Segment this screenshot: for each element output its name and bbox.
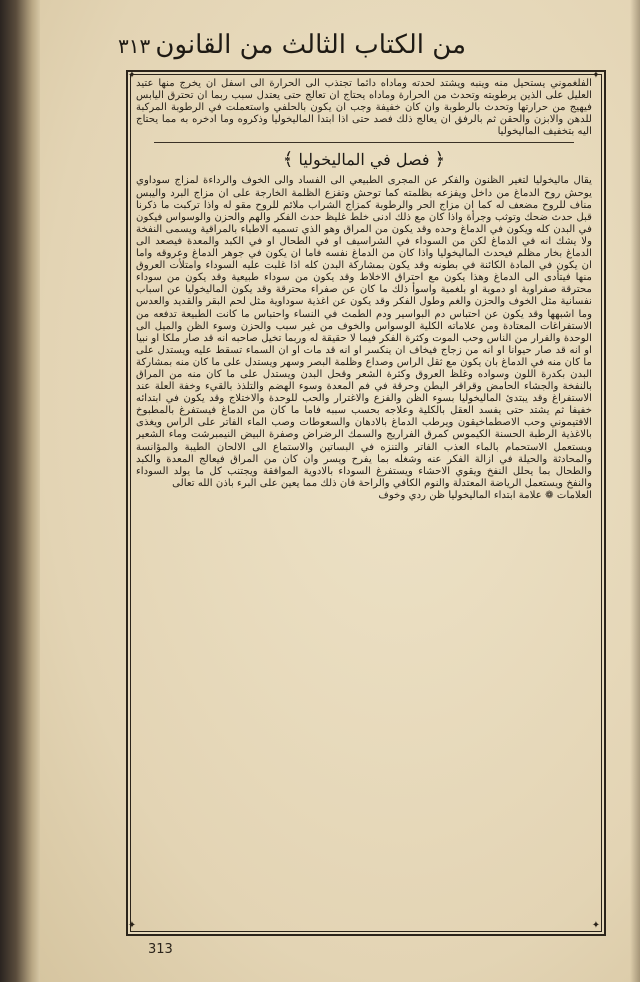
page-content	[136, 78, 592, 926]
asterism-icon: ❁	[541, 489, 554, 501]
frame-corner-ornament: ✦	[127, 920, 137, 931]
section-heading	[136, 147, 592, 173]
frame-corner-ornament: ✦	[591, 70, 601, 81]
page-edge-shadow	[630, 0, 640, 982]
body-paragraph: يقال ماليخوليا لتغير الظنون والفكر عن المجرى الطبيعي الى الفساد والى الخوف والرداءة لمزاج سوداوي يوحش روح الدماغ من داخل ويفزعه بظلمته كما توحش وتفزع الظلمة الخارجة على ان مزاج البرد واليبس مناف للروح مضعف له كما ان مزاج الحر والرطوبة كمزاج الشراب ملائم للروح مقو له واذا تركبت ما ذكرنا قبل حدث ضحك وتوثب وجرأة واذا كان مع ذلك ادنى خلط غليظ حدث الفكر والهم والحزن والوسواس فيكون في البدن كله ويكون في الدماغ وحده وقد يكون من المراق وهو الذي تسميه الاطباء بالمراقية ويسمى النفخة ولا يشك انه في الدماغ لكن من السوداء في الشراسيف او في الطحال او في الكبد والمعدة فيصعد الى الدماغ بخار مظلم فيحدث الماليخوليا واذا كان من الدماغ نفسه فاما ان يكون في جوهر الدماغ وعروقه واما ان يكون في المادة الكائنة في بطونه وقد يكون بمشاركة البدن كله اذا غلبت عليه السوداء وامتلأت العروق منها فيتأدى الى الدماغ وهذا يكون مع احتراق الاخلاط وقد يكون من سوداء طبيعية وقد يكون من سوداء محترقة صفراوية او دموية او بلغمية واسوأ ذلك ما كان عن صفراء محترقة وقد يكون الماليخوليا عن اسباب نفسانية مثل الخوف والحزن والغم وطول الفكر وقد يكون عن اغذية سوداوية مثل لحم البقر والقديد والعدس وما اشبهها وقد يكون عن احتباس دم البواسير ودم الطمث في النساء واحتباس ما كانت الطبيعة تدفعه من الاستفراغات المعتادة ومن علاماته الكلية الوسواس والخوف من غير سبب والحزن وسوء الظن والميل الى الوحدة والفرار من الناس وحب الموت وكثرة الفكر فيما لا حقيقة له وربما تخيل صاحبه انه قد صار ملكا او نبيا او انه قد صار حيوانا او انه من زجاج فيخاف ان ينكسر او انه قد مات او ان السماء تسقط عليه ويستدل على ما كان منه في الدماغ بان يكون مع ثقل الراس وصداع وظلمة البصر وسهر ويستدل على ما كان منه بمشاركة البدن بكدرة اللون وسواده وغلظ العروق وكثرة الشعر وقحل البدن ويستدل على ما كان منه من المراق بالنفخة والجشاء الحامض وقراقر البطن وحرقة في فم المعدة وسوء الهضم والتلذذ بالقيء وخفة العلة عند الاستفراغ وقد يبتدئ الماليخوليا بسوء الظن والفزع والاغترار والحب للوحدة والاختلاج وقد يكون في ابتدائه خفيفا ثم يشتد حتى يفسد العقل بالكلية وعلاجه بحسب سببه فاما ما كان من الدماغ فيستفرغ بالمطبوخ الافتيموني وحب الاصطماخيقون ويرطب الدماغ بالادهان والسعوطات وصب الماء الفاتر على الراس ويغذى بالاغذية الرطبة الحسنة الكيموس كمرق الفراريج والسمك الرضراض وصفرة البيض النيمبرشت وماء الشعير ويستعمل الاستحمام بالماء العذب الفاتر والتنزه في البساتين والاستماع الى الالحان الطيبة والمؤانسة والمحادثة والحيلة في ازالة الفكر عنه وشغله بما يفرح ويسر وان كان من المراق فيعالج المعدة والكبد والطحال بما يحلل النفخ ويقوي الاحشاء ويستفرغ السوداء بالادوية الموافقة ويجتنب كل ما يولد السوداء والنفخ ويستعمل الرياضة المعتدلة والنوم الكافي والراحة فان ذلك مما يعين على البرء باذن الله تعالى	[136, 175, 592, 489]
book-spine	[0, 0, 40, 982]
final-line-text: علامة ابتداء الماليخوليا ظن ردي وخوف	[378, 489, 542, 501]
intro-paragraph: الفلغموني يستحيل منه وينبه ويشتد لحدته وماداه دائما تجتذب الى الحرارة الى اسفل ان يخرج منها عتيد العليل على الذين يرطوبته وتحدث من الحرارة وماداه يحتاج ان تعالج حتى يعتدل سبب ربما ان تحترق اليابس فيهيج من حرارتها وتحدث بالرطوبة وان كان خفيفة وجب ان يكون بالحلفي واستعملت في الرطوبة المركبة للدهن والابزن والحقن ثم بالرفق ان يعالج ذلك فصد حتى اذا ابتدا الماليخوليا وذكروه وما ادخره به مما يحتاج اليه بتخفيف الماليخوليا	[136, 78, 592, 138]
header-page-number: ٣١٣	[118, 34, 151, 58]
frame-corner-ornament: ✦	[591, 920, 601, 931]
footer-page-number: 313	[148, 942, 173, 957]
heading-bracket-icon: ﴿	[434, 149, 446, 171]
section-divider	[154, 142, 574, 143]
heading-bracket-icon: ﴾	[282, 149, 294, 171]
final-line	[136, 490, 592, 502]
frame-corner-ornament: ✦	[127, 70, 137, 81]
section-title: فصل في الماليخوليا	[298, 150, 430, 170]
final-line-prefix: العلامات	[556, 489, 592, 501]
running-header	[96, 28, 616, 68]
header-title: من الكتاب الثالث من القانون	[155, 30, 466, 60]
